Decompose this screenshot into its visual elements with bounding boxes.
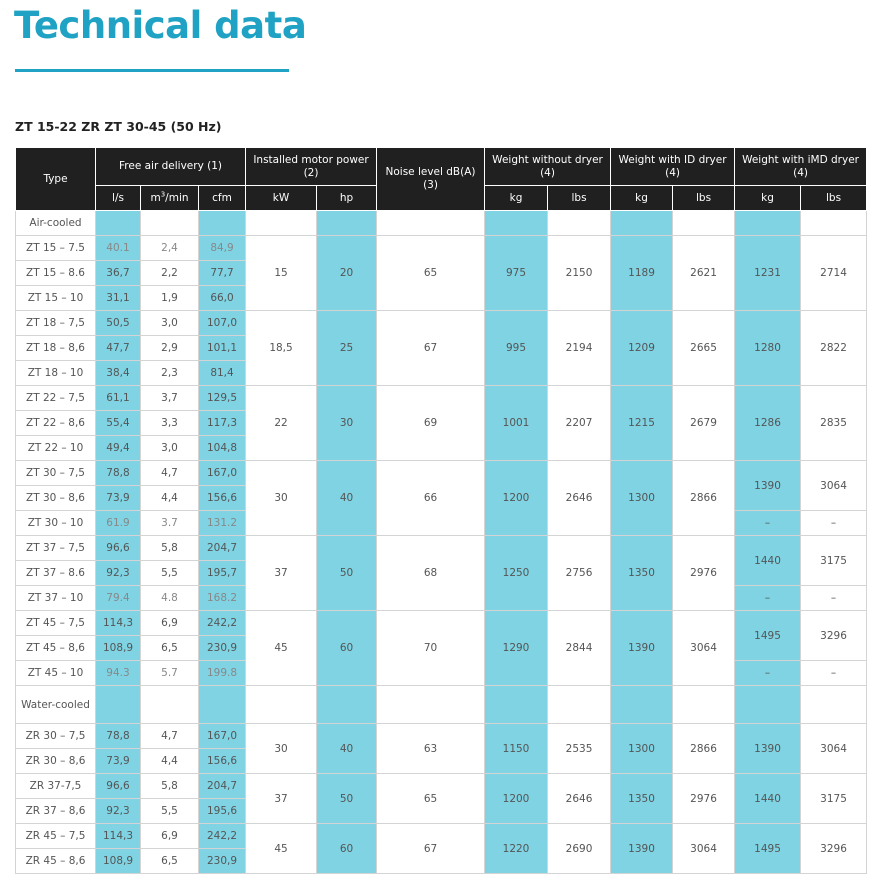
ls-cell: 36,7 <box>96 261 141 286</box>
cfm-cell: 168.2 <box>199 586 246 611</box>
cfm-cell: 230,9 <box>199 636 246 661</box>
empty-cell <box>199 686 246 724</box>
kg-id-dryer-cell: 1215 <box>611 386 673 461</box>
lbs-imd-dryer-cell: 3296 <box>801 824 867 874</box>
type-cell: ZT 22 – 10 <box>16 436 96 461</box>
ls-cell: 61.9 <box>96 511 141 536</box>
type-cell: ZT 22 – 7,5 <box>16 386 96 411</box>
section-row <box>16 211 867 236</box>
cfm-cell: 242,2 <box>199 611 246 636</box>
kg-no-dryer-cell: 1250 <box>485 536 548 611</box>
kg-id-dryer-cell: 1390 <box>611 824 673 874</box>
kg-imd-dryer-cell: 1440 <box>735 774 801 824</box>
ls-cell: 49,4 <box>96 436 141 461</box>
kg-imd-dryer-cell: 1495 <box>735 611 801 661</box>
noise-cell: 70 <box>377 611 485 686</box>
noise-cell: 65 <box>377 774 485 824</box>
lbs-id-dryer-cell: 3064 <box>673 824 735 874</box>
hp-cell: 30 <box>317 386 377 461</box>
lbs-no-dryer-cell: 2150 <box>548 236 611 311</box>
header-installed-motor-power: Installed motor power (2) <box>246 148 377 186</box>
type-cell: ZR 30 – 7,5 <box>16 724 96 749</box>
kw-cell: 15 <box>246 236 317 311</box>
kg-id-dryer-cell: 1350 <box>611 536 673 611</box>
table-row <box>16 386 867 411</box>
empty-cell <box>96 211 141 236</box>
table-row <box>16 236 867 261</box>
type-cell: ZT 37 – 10 <box>16 586 96 611</box>
ls-cell: 47,7 <box>96 336 141 361</box>
noise-cell: 67 <box>377 311 485 386</box>
cfm-cell: 195,7 <box>199 561 246 586</box>
lbs-id-dryer-cell: 2665 <box>673 311 735 386</box>
ls-cell: 96,6 <box>96 536 141 561</box>
lbs-imd-dryer-cell: 3064 <box>801 724 867 774</box>
noise-cell: 66 <box>377 461 485 536</box>
m3-min-cell: 2,4 <box>141 236 199 261</box>
kg-imd-dryer-cell: 1231 <box>735 236 801 311</box>
type-cell: ZT 18 – 10 <box>16 361 96 386</box>
unit-m3-sup: 3 <box>160 190 166 199</box>
type-cell: ZR 37 – 8,6 <box>16 799 96 824</box>
kg-no-dryer-cell: 1290 <box>485 611 548 686</box>
kw-cell: 45 <box>246 611 317 686</box>
kw-cell: 45 <box>246 824 317 874</box>
cfm-cell: 204,7 <box>199 536 246 561</box>
ls-cell: 38,4 <box>96 361 141 386</box>
type-cell: ZT 15 – 10 <box>16 286 96 311</box>
kg-imd-dryer-cell: 1390 <box>735 461 801 511</box>
cfm-cell: 129,5 <box>199 386 246 411</box>
header-type: Type <box>16 148 96 211</box>
ls-cell: 108,9 <box>96 636 141 661</box>
header-noise-level: Noise level dB(A) (3) <box>377 148 485 211</box>
lbs-imd-dryer-cell: 2714 <box>801 236 867 311</box>
hp-cell: 60 <box>317 611 377 686</box>
cfm-cell: 242,2 <box>199 824 246 849</box>
lbs-no-dryer-cell: 2690 <box>548 824 611 874</box>
noise-cell: 65 <box>377 236 485 311</box>
lbs-imd-dryer-cell: 2822 <box>801 311 867 386</box>
cfm-cell: 131.2 <box>199 511 246 536</box>
ls-cell: 73,9 <box>96 749 141 774</box>
ls-cell: 55,4 <box>96 411 141 436</box>
ls-cell: 50,5 <box>96 311 141 336</box>
cfm-cell: 81,4 <box>199 361 246 386</box>
lbs-imd-dryer-cell: 2835 <box>801 386 867 461</box>
ls-cell: 61,1 <box>96 386 141 411</box>
empty-cell <box>611 686 673 724</box>
unit-cfm: cfm <box>199 186 246 211</box>
empty-cell <box>673 211 735 236</box>
header-weight-without-dryer: Weight without dryer (4) <box>485 148 611 186</box>
lbs-id-dryer-cell: 2976 <box>673 774 735 824</box>
lbs-imd-dryer-cell: – <box>801 511 867 536</box>
kg-no-dryer-cell: 975 <box>485 236 548 311</box>
lbs-imd-dryer-cell: – <box>801 661 867 686</box>
m3-min-cell: 3,0 <box>141 311 199 336</box>
unit-lbs-id-dryer: lbs <box>673 186 735 211</box>
empty-cell <box>96 686 141 724</box>
unit-hp: hp <box>317 186 377 211</box>
kg-id-dryer-cell: 1350 <box>611 774 673 824</box>
m3-min-cell: 2,2 <box>141 261 199 286</box>
unit-m3-base: m <box>150 192 161 204</box>
kw-cell: 37 <box>246 774 317 824</box>
cfm-cell: 101,1 <box>199 336 246 361</box>
empty-cell <box>141 211 199 236</box>
kg-imd-dryer-cell: – <box>735 586 801 611</box>
empty-cell <box>377 211 485 236</box>
m3-min-cell: 4,7 <box>141 724 199 749</box>
ls-cell: 92,3 <box>96 561 141 586</box>
cfm-cell: 156,6 <box>199 486 246 511</box>
type-cell: ZT 30 – 10 <box>16 511 96 536</box>
lbs-no-dryer-cell: 2844 <box>548 611 611 686</box>
ls-cell: 79.4 <box>96 586 141 611</box>
technical-data-table <box>15 147 867 874</box>
m3-min-cell: 2,3 <box>141 361 199 386</box>
lbs-no-dryer-cell: 2646 <box>548 774 611 824</box>
empty-cell <box>735 211 801 236</box>
ls-cell: 94.3 <box>96 661 141 686</box>
cfm-cell: 117,3 <box>199 411 246 436</box>
lbs-id-dryer-cell: 2866 <box>673 461 735 536</box>
noise-cell: 63 <box>377 724 485 774</box>
type-cell: ZT 45 – 7,5 <box>16 611 96 636</box>
noise-cell: 69 <box>377 386 485 461</box>
kg-imd-dryer-cell: 1390 <box>735 724 801 774</box>
type-cell: ZT 37 – 8.6 <box>16 561 96 586</box>
hp-cell: 50 <box>317 536 377 611</box>
kg-imd-dryer-cell: – <box>735 511 801 536</box>
lbs-id-dryer-cell: 2976 <box>673 536 735 611</box>
unit-lbs-imd-dryer: lbs <box>801 186 867 211</box>
ls-cell: 108,9 <box>96 849 141 874</box>
m3-min-cell: 2,9 <box>141 336 199 361</box>
kw-cell: 30 <box>246 461 317 536</box>
cfm-cell: 84,9 <box>199 236 246 261</box>
lbs-imd-dryer-cell: – <box>801 586 867 611</box>
kg-id-dryer-cell: 1209 <box>611 311 673 386</box>
title-underline <box>15 69 289 72</box>
empty-cell <box>317 211 377 236</box>
m3-min-cell: 3,7 <box>141 386 199 411</box>
type-cell: ZT 18 – 7,5 <box>16 311 96 336</box>
cfm-cell: 107,0 <box>199 311 246 336</box>
section-row <box>16 686 867 724</box>
table-row <box>16 724 867 749</box>
kg-id-dryer-cell: 1300 <box>611 724 673 774</box>
lbs-id-dryer-cell: 2866 <box>673 724 735 774</box>
ls-cell: 40.1 <box>96 236 141 261</box>
kg-no-dryer-cell: 1001 <box>485 386 548 461</box>
unit-ls: l/s <box>96 186 141 211</box>
kg-imd-dryer-cell: 1280 <box>735 311 801 386</box>
m3-min-cell: 6,9 <box>141 611 199 636</box>
unit-kg-imd-dryer: kg <box>735 186 801 211</box>
empty-cell <box>485 686 548 724</box>
ls-cell: 114,3 <box>96 824 141 849</box>
empty-cell <box>246 211 317 236</box>
type-cell: ZT 45 – 8,6 <box>16 636 96 661</box>
table-row <box>16 536 867 561</box>
kg-imd-dryer-cell: 1286 <box>735 386 801 461</box>
lbs-id-dryer-cell: 2679 <box>673 386 735 461</box>
table-row <box>16 311 867 336</box>
m3-min-cell: 3,3 <box>141 411 199 436</box>
m3-min-cell: 3,0 <box>141 436 199 461</box>
unit-m3-rest: /min <box>165 192 189 204</box>
m3-min-cell: 5,8 <box>141 536 199 561</box>
m3-min-cell: 4,4 <box>141 749 199 774</box>
table-row <box>16 824 867 849</box>
empty-cell <box>485 211 548 236</box>
kg-no-dryer-cell: 1220 <box>485 824 548 874</box>
unit-kg-id-dryer: kg <box>611 186 673 211</box>
lbs-imd-dryer-cell: 3175 <box>801 774 867 824</box>
unit-lbs-no-dryer: lbs <box>548 186 611 211</box>
type-cell: ZR 45 – 7,5 <box>16 824 96 849</box>
kw-cell: 18,5 <box>246 311 317 386</box>
hp-cell: 40 <box>317 724 377 774</box>
cfm-cell: 156,6 <box>199 749 246 774</box>
empty-cell <box>377 686 485 724</box>
kg-imd-dryer-cell: – <box>735 661 801 686</box>
type-cell: ZT 30 – 8,6 <box>16 486 96 511</box>
lbs-no-dryer-cell: 2756 <box>548 536 611 611</box>
empty-cell <box>611 211 673 236</box>
type-cell: ZT 22 – 8,6 <box>16 411 96 436</box>
ls-cell: 114,3 <box>96 611 141 636</box>
ls-cell: 31,1 <box>96 286 141 311</box>
lbs-imd-dryer-cell: 3296 <box>801 611 867 661</box>
lbs-no-dryer-cell: 2646 <box>548 461 611 536</box>
empty-cell <box>735 686 801 724</box>
hp-cell: 25 <box>317 311 377 386</box>
table-row <box>16 611 867 636</box>
type-cell: ZR 45 – 8,6 <box>16 849 96 874</box>
hp-cell: 60 <box>317 824 377 874</box>
empty-cell <box>801 686 867 724</box>
empty-cell <box>673 686 735 724</box>
m3-min-cell: 5,5 <box>141 561 199 586</box>
section-label: Air-cooled <box>16 211 96 236</box>
m3-min-cell: 5,5 <box>141 799 199 824</box>
empty-cell <box>141 686 199 724</box>
ls-cell: 73,9 <box>96 486 141 511</box>
kg-no-dryer-cell: 1150 <box>485 724 548 774</box>
m3-min-cell: 5,8 <box>141 774 199 799</box>
cfm-cell: 167,0 <box>199 461 246 486</box>
lbs-imd-dryer-cell: 3175 <box>801 536 867 586</box>
lbs-imd-dryer-cell: 3064 <box>801 461 867 511</box>
empty-cell <box>801 211 867 236</box>
kg-no-dryer-cell: 1200 <box>485 461 548 536</box>
m3-min-cell: 4,4 <box>141 486 199 511</box>
hp-cell: 40 <box>317 461 377 536</box>
m3-min-cell: 6,9 <box>141 824 199 849</box>
kg-no-dryer-cell: 1200 <box>485 774 548 824</box>
kg-imd-dryer-cell: 1440 <box>735 536 801 586</box>
ls-cell: 96,6 <box>96 774 141 799</box>
kg-no-dryer-cell: 995 <box>485 311 548 386</box>
lbs-id-dryer-cell: 2621 <box>673 236 735 311</box>
m3-min-cell: 6,5 <box>141 636 199 661</box>
unit-kg-no-dryer: kg <box>485 186 548 211</box>
noise-cell: 67 <box>377 824 485 874</box>
cfm-cell: 195,6 <box>199 799 246 824</box>
empty-cell <box>199 211 246 236</box>
lbs-no-dryer-cell: 2207 <box>548 386 611 461</box>
table-subtitle: ZT 15-22 ZR ZT 30-45 (50 Hz) <box>15 119 222 134</box>
kg-imd-dryer-cell: 1495 <box>735 824 801 874</box>
unit-kw: kW <box>246 186 317 211</box>
hp-cell: 50 <box>317 774 377 824</box>
cfm-cell: 199.8 <box>199 661 246 686</box>
table-row <box>16 461 867 486</box>
lbs-id-dryer-cell: 3064 <box>673 611 735 686</box>
header-free-air-delivery: Free air delivery (1) <box>96 148 246 186</box>
type-cell: ZT 45 – 10 <box>16 661 96 686</box>
ls-cell: 78,8 <box>96 461 141 486</box>
kw-cell: 37 <box>246 536 317 611</box>
empty-cell <box>548 686 611 724</box>
cfm-cell: 230,9 <box>199 849 246 874</box>
empty-cell <box>317 686 377 724</box>
kw-cell: 30 <box>246 724 317 774</box>
kg-id-dryer-cell: 1300 <box>611 461 673 536</box>
kw-cell: 22 <box>246 386 317 461</box>
type-cell: ZT 15 – 7.5 <box>16 236 96 261</box>
header-weight-imd-dryer: Weight with iMD dryer (4) <box>735 148 867 186</box>
kg-id-dryer-cell: 1390 <box>611 611 673 686</box>
type-cell: ZR 37-7,5 <box>16 774 96 799</box>
noise-cell: 68 <box>377 536 485 611</box>
section-label: Water-cooled <box>16 686 96 724</box>
unit-m3-min <box>141 186 199 211</box>
cfm-cell: 104,8 <box>199 436 246 461</box>
m3-min-cell: 5.7 <box>141 661 199 686</box>
empty-cell <box>548 211 611 236</box>
type-cell: ZT 30 – 7,5 <box>16 461 96 486</box>
m3-min-cell: 4.8 <box>141 586 199 611</box>
m3-min-cell: 6,5 <box>141 849 199 874</box>
cfm-cell: 204,7 <box>199 774 246 799</box>
page-title: Technical data <box>14 4 307 47</box>
hp-cell: 20 <box>317 236 377 311</box>
type-cell: ZR 30 – 8,6 <box>16 749 96 774</box>
type-cell: ZT 37 – 7,5 <box>16 536 96 561</box>
table-row <box>16 774 867 799</box>
cfm-cell: 66,0 <box>199 286 246 311</box>
lbs-no-dryer-cell: 2194 <box>548 311 611 386</box>
m3-min-cell: 4,7 <box>141 461 199 486</box>
ls-cell: 92,3 <box>96 799 141 824</box>
cfm-cell: 77,7 <box>199 261 246 286</box>
header-weight-id-dryer: Weight with ID dryer (4) <box>611 148 735 186</box>
lbs-no-dryer-cell: 2535 <box>548 724 611 774</box>
m3-min-cell: 1,9 <box>141 286 199 311</box>
ls-cell: 78,8 <box>96 724 141 749</box>
type-cell: ZT 18 – 8,6 <box>16 336 96 361</box>
cfm-cell: 167,0 <box>199 724 246 749</box>
m3-min-cell: 3.7 <box>141 511 199 536</box>
kg-id-dryer-cell: 1189 <box>611 236 673 311</box>
empty-cell <box>246 686 317 724</box>
type-cell: ZT 15 – 8.6 <box>16 261 96 286</box>
